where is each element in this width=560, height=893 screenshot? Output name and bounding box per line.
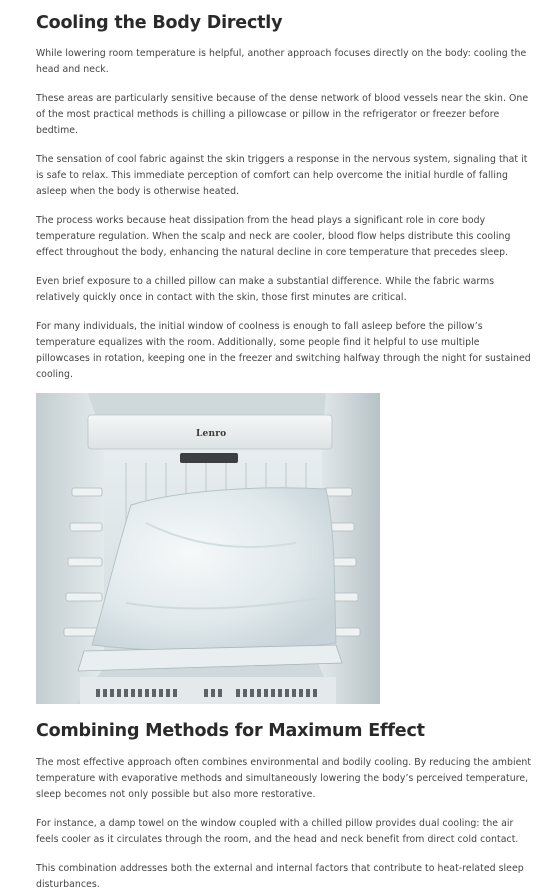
paragraph: Even brief exposure to a chilled pillow can make a substantial difference. While the fabric warms relatively quickly once in contact with the skin, those first minutes are critical. [36, 276, 495, 303]
section-heading-combining-methods: Combining Methods for Maximum Effect [36, 721, 425, 741]
section-heading-cooling-body: Cooling the Body Directly [36, 13, 283, 33]
freezer-brand-label: Lenro [196, 429, 227, 439]
paragraph: For instance, a damp towel on the window coupled with a chilled pillow provides dual cooling: the air feels cooler as it circulates through the room, and the head and neck benefit from direct cold contact. [36, 818, 519, 845]
paragraph: The sensation of cool fabric against the skin triggers a response in the nervous system, signaling that it is safe to relax. This immediate perception of comfort can help overcome the initial hurdle of falling asleep when the body is otherwise heated. [36, 154, 528, 197]
paragraph: These areas are particularly sensitive because of the dense network of blood vessels near the skin. One of the most practical methods is chilling a pillowcase or pillow in the refrigerator or freezer before bedtime. [36, 93, 529, 136]
paragraph: For many individuals, the initial window of coolness is enough to fall asleep before the pillow’s temperature equalizes with the room. Additionally, some people find it helpful to use multiple pillowcases in rotation, keeping one in the freezer and switching halfway through the night for sustained cooling. [36, 321, 531, 380]
paragraph: This combination addresses both the external and internal factors that contribute to heat-related sleep disturbances. [36, 863, 524, 890]
paragraph: While lowering room temperature is helpful, another approach focuses directly on the body: cooling the head and neck. [36, 48, 527, 75]
freezer-pillow-photo [36, 393, 380, 704]
pillow [92, 488, 336, 651]
paragraph: The most effective approach often combines environmental and bodily cooling. By reducing the ambient temperature with evaporative methods and simultaneously lowering the body’s perceived temperature, sleep becomes not only possible but also more restorative. [36, 757, 532, 800]
paragraph: The process works because heat dissipation from the head plays a significant role in core body temperature regulation. When the scalp and neck are cooler, blood flow helps distribute this cooling effect throughout the body, enhancing the natural decline in core temperature that precedes sleep. [36, 215, 511, 258]
freezer-light-slot [180, 453, 238, 463]
